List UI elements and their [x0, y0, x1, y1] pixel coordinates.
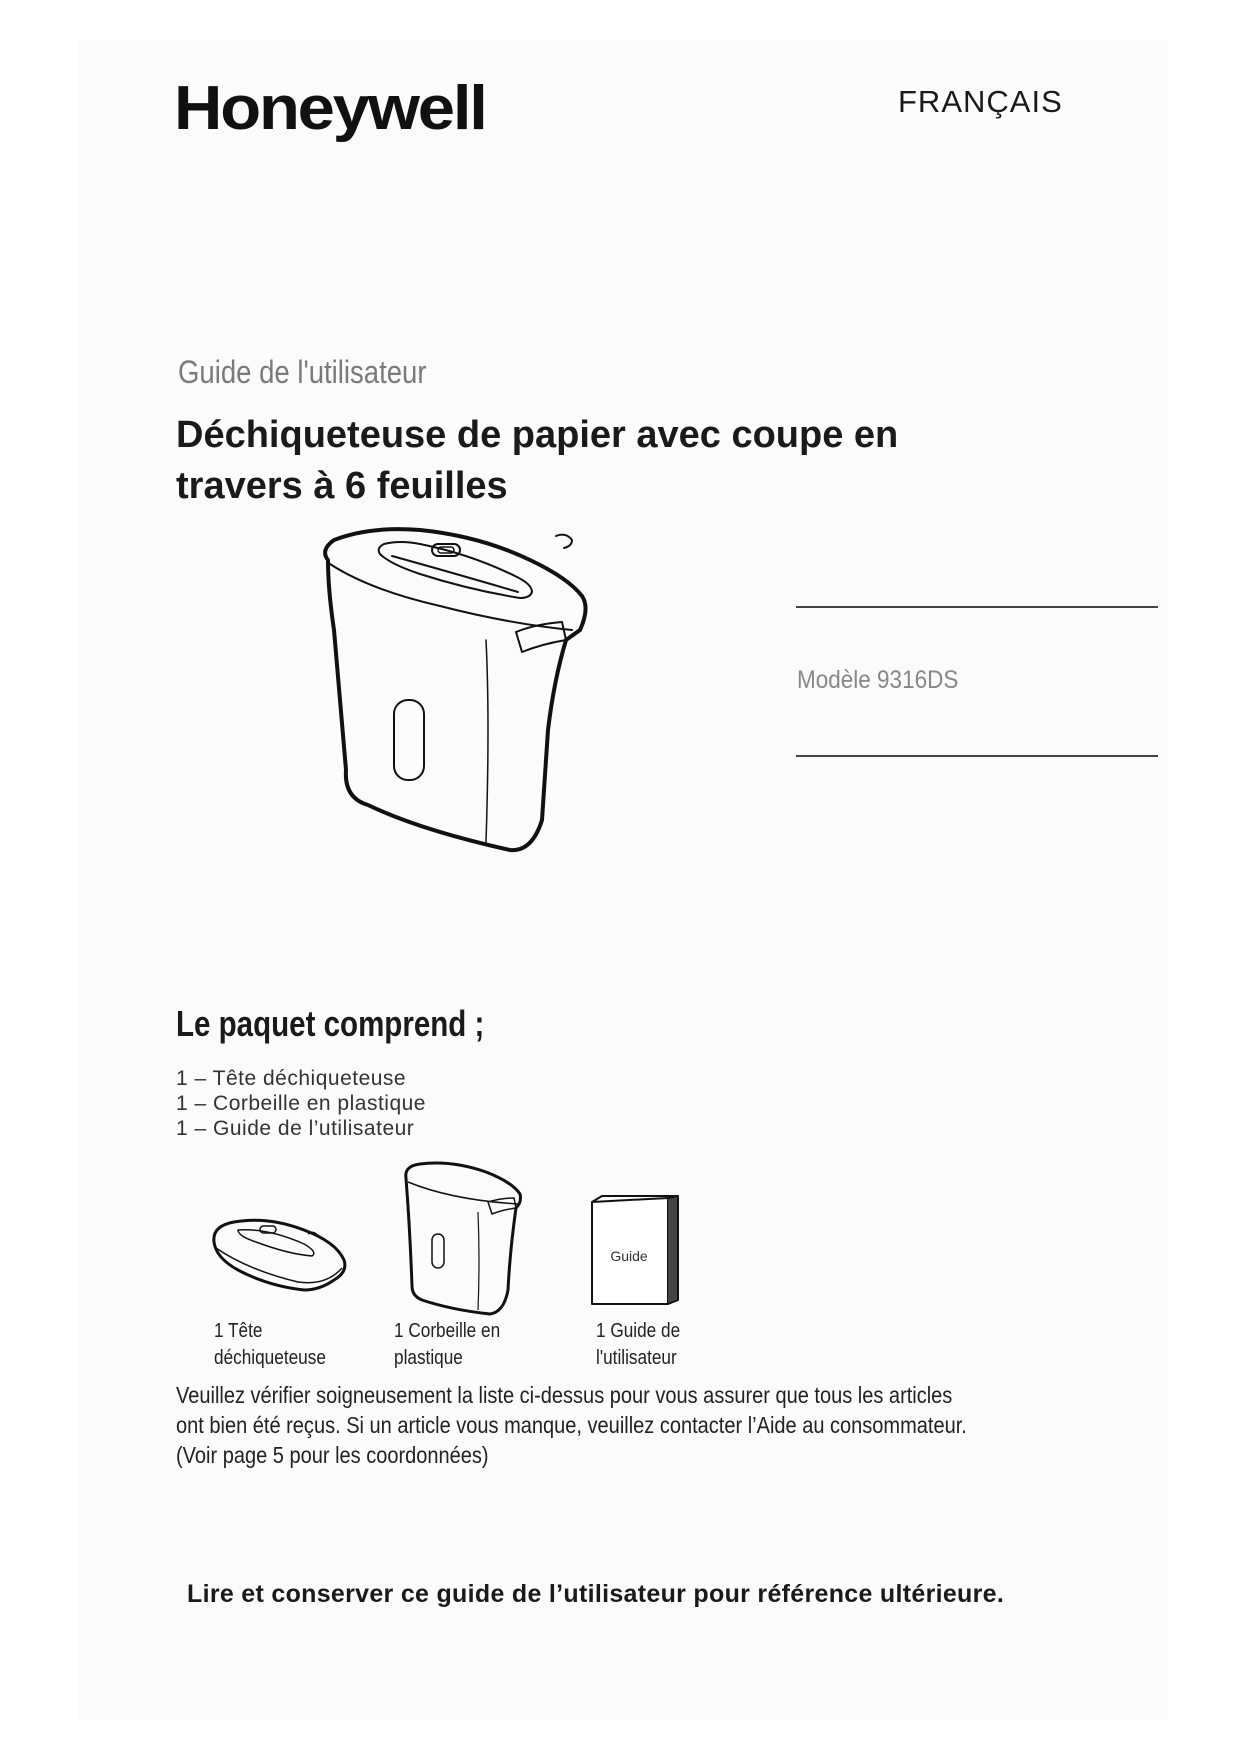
guide-booklet-icon: [588, 1192, 684, 1308]
caption-line: 1 Tête: [214, 1320, 263, 1342]
booklet-label: Guide: [610, 1248, 648, 1264]
package-list-item: 1 – Corbeille en plastique: [176, 1092, 426, 1115]
item-caption-shredder-head: [214, 1318, 352, 1372]
caption-line: 1 Guide de: [596, 1320, 681, 1342]
model-rule-top: [796, 606, 1158, 608]
document-title: Déchiqueteuse de papier avec coupe en travers à 6 feuilles: [176, 414, 899, 507]
model-rule-bottom: [796, 755, 1158, 757]
caption-line: plastique: [394, 1347, 463, 1369]
shredder-head-icon: [208, 1214, 350, 1294]
item-caption-waste-bin: [394, 1318, 532, 1372]
model-number: Modèle 9316DS: [797, 666, 959, 694]
caption-line: l'utilisateur: [596, 1347, 677, 1369]
package-list-item: 1 – Tête déchiqueteuse: [176, 1067, 407, 1090]
document-type: Guide de l'utilisateur: [178, 354, 427, 390]
caption-line: déchiqueteuse: [214, 1347, 326, 1369]
waste-bin-icon: [402, 1160, 524, 1316]
package-list-item: 1 – Guide de l’utilisateur: [176, 1117, 415, 1140]
footer-note: Lire et conserver ce guide de l’utilisateur pour référence ultérieure.: [187, 1580, 1005, 1608]
caption-line: 1 Corbeille en: [394, 1320, 501, 1342]
shredder-illustration: [310, 520, 630, 930]
item-caption-guide: [596, 1318, 734, 1372]
language-label: FRANÇAIS: [898, 84, 1063, 119]
notice-paragraph: Veuillez vérifier soigneusement la liste ci-dessus pour vous assurer que tous les articles ont bien été reçus. Si un article vous manque, veuillez contacter l’Aide au consommateur. (Voir page 5 pour les coordonnées): [176, 1382, 967, 1468]
brand-logo: Honeywell: [174, 74, 486, 143]
package-heading: Le paquet comprend ;: [176, 1003, 485, 1044]
package-list: [176, 1066, 426, 1141]
